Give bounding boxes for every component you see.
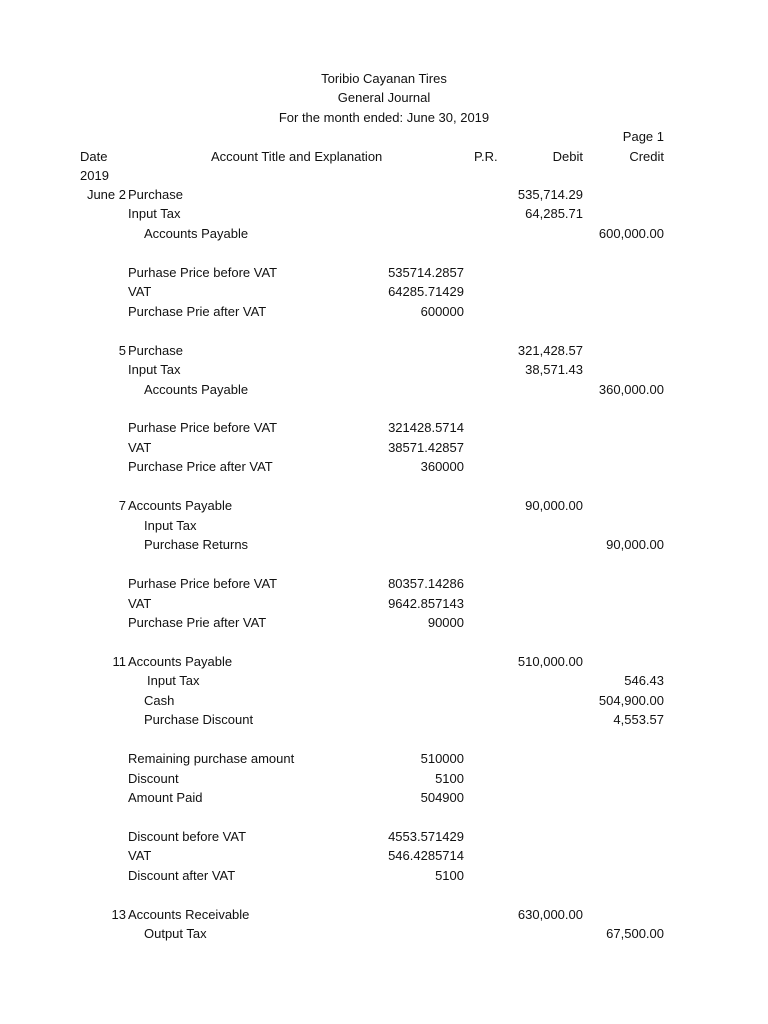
computation-value: 360000	[420, 459, 464, 475]
account-title: Discount	[128, 770, 179, 786]
account-title: VAT	[128, 848, 152, 864]
entry-date: 7	[118, 498, 126, 514]
computation-value: 510000	[420, 751, 464, 766]
account-title: Purhase Price before VAT	[128, 264, 278, 280]
computation-value: 80357.14286	[388, 576, 464, 591]
account-title: Remaining purchase amount	[128, 751, 295, 766]
computation-value: 321428.5714	[388, 420, 464, 436]
account-title: Accounts Payable	[144, 381, 249, 397]
account-title: Output Tax	[144, 926, 207, 942]
credit-amount: 600,000.00	[598, 225, 664, 241]
debit-amount: 90,000.00	[525, 498, 583, 514]
account-title: Purchase Price after VAT	[128, 459, 273, 475]
computation-value: 5100	[435, 867, 464, 883]
column-header-account: Account Title and Explanation	[211, 149, 383, 164]
account-title: Input Tax	[147, 673, 200, 689]
column-header-debit: Debit	[552, 149, 583, 164]
account-title: Purchase Discount	[144, 712, 254, 728]
account-title: Input Tax	[144, 517, 197, 533]
debit-amount: 64,285.71	[525, 206, 583, 222]
computation-value: 504900	[420, 789, 464, 805]
account-title: Purhase Price before VAT	[128, 576, 278, 591]
account-title: Accounts Receivable	[128, 906, 250, 922]
account-title: Purchase Prie after VAT	[128, 614, 267, 630]
account-title: Amount Paid	[128, 789, 203, 805]
credit-amount: 67,500.00	[606, 926, 664, 942]
debit-amount: 510,000.00	[517, 653, 583, 669]
computation-value: 600000	[420, 303, 464, 319]
computation-value: 535714.2857	[388, 264, 464, 280]
credit-amount: 4,553.57	[613, 712, 664, 728]
debit-amount: 535,714.29	[517, 187, 583, 202]
computation-value: 90000	[427, 614, 464, 630]
account-title: VAT	[128, 595, 152, 611]
debit-amount: 38,571.43	[525, 362, 583, 377]
company-name: Toribio Cayanan Tires	[321, 71, 447, 86]
column-header-date: Date	[80, 149, 108, 164]
computation-value: 546.4285714	[388, 848, 464, 864]
computation-value: 4553.571429	[388, 828, 464, 844]
entry-date: 11	[112, 653, 126, 669]
computation-value: 5100	[435, 770, 464, 786]
account-title: Purchase Returns	[144, 537, 249, 553]
account-title: Discount after VAT	[128, 867, 236, 883]
account-title: Purchase	[128, 187, 183, 202]
debit-amount: 630,000.00	[517, 906, 583, 922]
account-title: Purchase	[128, 342, 183, 358]
account-title: Input Tax	[128, 362, 181, 377]
page-number: Page 1	[622, 129, 664, 144]
debit-amount: 321,428.57	[517, 342, 583, 358]
journal-title: General Journal	[337, 90, 431, 105]
column-header-credit: Credit	[629, 149, 664, 164]
account-title: VAT	[128, 284, 152, 300]
account-title: Cash	[144, 692, 175, 708]
entry-date: 13	[111, 906, 126, 922]
entry-date: 5	[118, 342, 126, 358]
credit-amount: 90,000.00	[606, 537, 664, 553]
credit-amount: 546.43	[624, 673, 664, 689]
credit-amount: 504,900.00	[598, 692, 664, 708]
computation-value: 9642.857143	[388, 595, 464, 611]
credit-amount: 360,000.00	[598, 381, 664, 397]
entry-date: June 2	[86, 187, 126, 202]
column-header-pr: P.R.	[474, 149, 498, 164]
account-title: Accounts Payable	[144, 225, 249, 241]
account-title: Accounts Payable	[128, 653, 233, 669]
computation-value: 38571.42857	[388, 439, 464, 455]
account-title: Purchase Prie after VAT	[128, 303, 267, 319]
account-title: Discount before VAT	[128, 828, 247, 844]
account-title: VAT	[128, 439, 152, 455]
year-label: 2019	[80, 168, 109, 183]
period-title: For the month ended: June 30, 2019	[278, 110, 490, 125]
account-title: Input Tax	[128, 206, 181, 222]
computation-value: 64285.71429	[388, 284, 464, 300]
account-title: Accounts Payable	[128, 498, 233, 514]
account-title: Purhase Price before VAT	[128, 420, 278, 436]
